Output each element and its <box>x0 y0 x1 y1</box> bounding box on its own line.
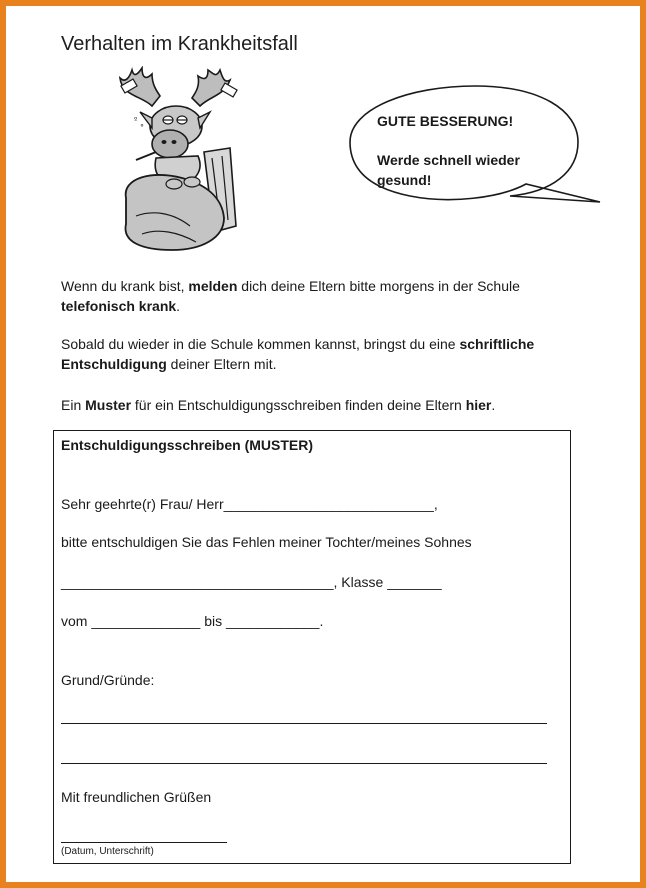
paragraph-written-excuse <box>61 334 581 374</box>
sick-moose-illustration <box>112 66 254 256</box>
svg-text:º: º <box>134 116 138 124</box>
letter-sentence: bitte entschuldigen Sie das Fehlen meiner Tochter/meines Sohnes <box>61 534 472 550</box>
p3-text-1: Ein <box>61 397 86 413</box>
letter-greeting: Sehr geehrte(r) Frau/ Herr___________________________, <box>61 496 438 512</box>
reason-blank-line-1 <box>61 723 547 724</box>
p2-text-2: deiner Eltern mit. <box>166 356 277 372</box>
page-title: Verhalten im Krankheitsfall <box>61 33 298 55</box>
letter-reason-label: Grund/Gründe: <box>61 672 155 688</box>
p1-text-3: . <box>176 298 181 314</box>
speech-bubble-line1: GUTE BESSERUNG! <box>377 113 514 129</box>
signature-caption: (Datum, Unterschrift) <box>61 846 154 857</box>
letter-date-line: vom ______________ bis ____________. <box>61 613 324 629</box>
p2-text-1: Sobald du wieder in die Schule kommen kannst, bringst du eine <box>61 336 460 352</box>
p3-bold-2: hier <box>465 397 492 413</box>
paragraph-template-hint <box>61 395 581 415</box>
signature-blank-line <box>61 842 227 843</box>
paragraph-report-sick <box>61 276 581 316</box>
reason-blank-line-2 <box>61 763 547 764</box>
speech-bubble-text <box>377 111 557 190</box>
p1-text-2: dich deine Eltern bitte morgens in der Schule <box>237 278 520 294</box>
p1-text-1: Wenn du krank bist, <box>61 278 189 294</box>
p1-bold-2: telefonisch krank <box>61 298 177 314</box>
letter-closing: Mit freundlichen Grüßen <box>61 789 212 805</box>
letter-name-class-line: ___________________________________, Klasse _______ <box>61 574 442 590</box>
p3-text-2: für ein Entschuldigungsschreiben finden deine Eltern <box>131 397 466 413</box>
p1-bold-1: melden <box>188 278 238 294</box>
speech-bubble-line2: Werde schnell wieder gesund! <box>377 152 520 188</box>
p2-bold-1: schriftliche Entschuldigung <box>61 336 535 372</box>
p3-bold-1: Muster <box>85 397 132 413</box>
svg-text:°: ° <box>140 123 144 132</box>
letter-title: Entschuldigungsschreiben (MUSTER) <box>61 437 314 453</box>
p3-text-3: . <box>491 397 496 413</box>
